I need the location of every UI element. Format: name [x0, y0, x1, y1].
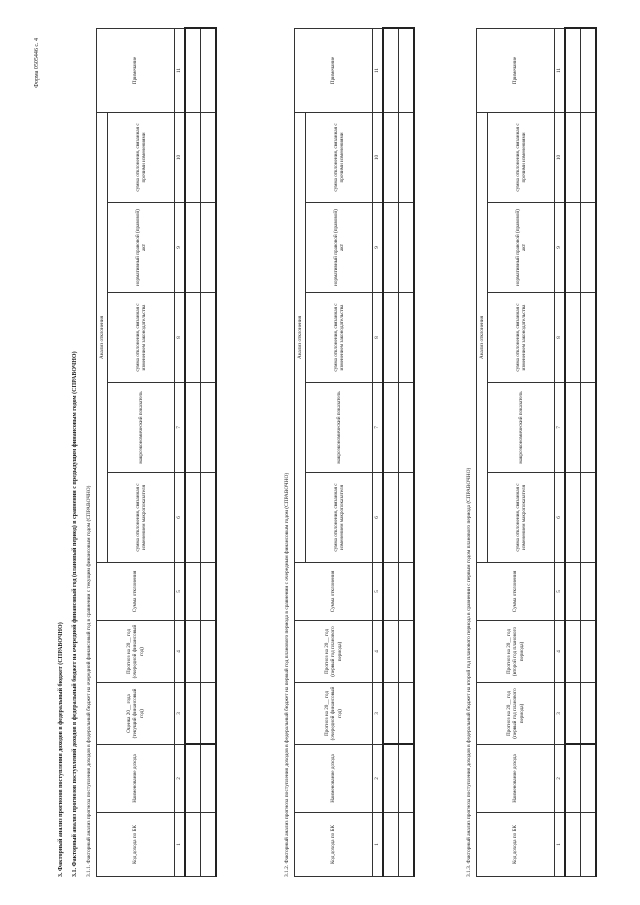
table-cell[interactable]	[185, 28, 201, 112]
column-number: 8	[555, 293, 566, 383]
column-number: 11	[373, 28, 384, 112]
column-number: 1	[555, 813, 566, 877]
header-forecast-first-plan: Прогноз на 20__ год (первый год планового периода)	[477, 683, 555, 745]
table-cell[interactable]	[185, 563, 201, 621]
table-cell[interactable]	[581, 473, 597, 563]
table-cell[interactable]	[201, 293, 217, 383]
table-cell[interactable]	[383, 683, 399, 745]
table-cell[interactable]	[565, 473, 581, 563]
table-cell[interactable]	[565, 383, 581, 473]
table-cell[interactable]	[565, 683, 581, 745]
table-cell[interactable]	[201, 473, 217, 563]
header-deviation-analysis: Анализ отклонения	[477, 112, 488, 562]
table-cell[interactable]	[581, 203, 597, 293]
column-number: 3	[175, 683, 186, 745]
column-number: 4	[175, 621, 186, 683]
analysis-table-3-1-1	[96, 27, 217, 877]
table-cell[interactable]	[565, 28, 581, 112]
column-number: 4	[373, 621, 384, 683]
table-cell[interactable]	[185, 683, 201, 745]
column-number: 9	[373, 203, 384, 293]
column-number: 1	[373, 813, 384, 877]
table-cell[interactable]	[399, 203, 415, 293]
table-cell[interactable]	[201, 383, 217, 473]
column-number: 5	[373, 563, 384, 621]
table-cell[interactable]	[201, 563, 217, 621]
header-macro-deviation: сумма отклонения, связанная с изменением макропоказателя	[306, 473, 373, 563]
header-forecast-next: Прогноз на 20__ год (первый год планового периода)	[295, 621, 373, 683]
table-cell[interactable]	[399, 293, 415, 383]
table-caption-3-1-1: 3.1.1. Факторный анализ прогноза поступления доходов в федеральный бюджет на очередной финансовый год в сравнении с текущим финансовым годом (СПРАВОЧНО)	[86, 485, 92, 877]
column-number: 9	[175, 203, 186, 293]
column-number: 7	[555, 383, 566, 473]
column-number: 7	[373, 383, 384, 473]
table-cell[interactable]	[201, 745, 217, 813]
table-cell[interactable]	[383, 813, 399, 877]
table-cell[interactable]	[399, 473, 415, 563]
table-cell[interactable]	[565, 563, 581, 621]
table-cell[interactable]	[383, 473, 399, 563]
section-title: 3. Факторный анализ прогнозов поступления доходов в федеральный бюджет (СПРАВОЧНО)	[58, 622, 64, 877]
table-cell[interactable]	[399, 813, 415, 877]
header-deviation-sum: Сумма отклонения	[97, 563, 175, 621]
header-other-deviation: сумма отклонения, связанная с прочими изменениями	[488, 112, 555, 202]
column-number: 3	[373, 683, 384, 745]
header-other-deviation: сумма отклонения, связанная с прочими изменениями	[306, 112, 373, 202]
table-cell[interactable]	[185, 203, 201, 293]
table-cell[interactable]	[581, 813, 597, 877]
table-caption-3-1-2: 3.1.2. Факторный анализ прогноза поступления доходов в федеральный бюджет на первый год планового периода в сравнении с очередным финансовым годом (СПРАВОЧНО)	[284, 472, 290, 877]
header-legal-act: нормативный правовой (правовой) акт	[488, 203, 555, 293]
column-number: 4	[555, 621, 566, 683]
table-cell[interactable]	[383, 293, 399, 383]
column-number: 8	[373, 293, 384, 383]
column-number: 1	[175, 813, 186, 877]
table-row	[399, 28, 415, 876]
header-macro-deviation: сумма отклонения, связанная с изменением макропоказателя	[108, 473, 175, 563]
table-cell[interactable]	[383, 621, 399, 683]
column-number: 11	[175, 28, 186, 112]
header-law-deviation: сумма отклонения, связанная с изменением законодательства	[306, 293, 373, 383]
column-number: 6	[373, 473, 384, 563]
header-legal-act: нормативный правовой (правовой) акт	[306, 203, 373, 293]
table-cell[interactable]	[201, 813, 217, 877]
table-cell[interactable]	[185, 621, 201, 683]
header-note: Примечание	[477, 28, 555, 112]
table-cell[interactable]	[399, 683, 415, 745]
header-deviation-analysis: Анализ отклонения	[97, 112, 108, 562]
table-cell[interactable]	[383, 203, 399, 293]
column-number: 5	[175, 563, 186, 621]
table-cell[interactable]	[581, 383, 597, 473]
header-income-name: Наименование дохода	[97, 745, 175, 813]
table-cell[interactable]	[565, 293, 581, 383]
table-cell[interactable]	[383, 28, 399, 112]
table-cell[interactable]	[185, 473, 201, 563]
header-other-deviation: сумма отклонения, связанная с прочими изменениями	[108, 112, 175, 202]
table-cell[interactable]	[565, 813, 581, 877]
table-cell[interactable]	[581, 621, 597, 683]
column-number: 5	[555, 563, 566, 621]
column-number: 6	[175, 473, 186, 563]
table-cell[interactable]	[201, 28, 217, 112]
table-cell[interactable]	[201, 683, 217, 745]
table-cell[interactable]	[201, 621, 217, 683]
header-income-name: Наименование дохода	[295, 745, 373, 813]
header-income-code: Код дохода по БК	[295, 813, 373, 877]
column-number: 10	[373, 112, 384, 202]
header-macro-deviation: сумма отклонения, связанная с изменением макропоказателя	[488, 473, 555, 563]
table-row	[581, 28, 597, 876]
table-cell[interactable]	[383, 563, 399, 621]
table-cell[interactable]	[581, 112, 597, 202]
header-income-name: Наименование дохода	[477, 745, 555, 813]
section-subtitle: 3.1. Факторный анализ прогнозов поступлений доходов в федеральный бюджет на очередной финансовый год (плановый период) в сравнении с предыдущим финансовым годом (СПРАВОЧНО)	[72, 351, 78, 877]
column-number: 2	[373, 745, 384, 813]
table-cell[interactable]	[399, 745, 415, 813]
header-note: Примечание	[97, 28, 175, 112]
header-note: Примечание	[295, 28, 373, 112]
header-macro-indicator: макроэкономический показатель	[108, 383, 175, 473]
table-cell[interactable]	[581, 683, 597, 745]
table-cell[interactable]	[185, 383, 201, 473]
header-income-code: Код дохода по БК	[477, 813, 555, 877]
table-caption-3-1-3: 3.1.3. Факторный анализ прогноза поступления доходов в федеральный бюджет на второй год планового периода в сравнении с первым годом планового периода (СПРАВОЧНО)	[466, 467, 472, 877]
table-cell[interactable]	[383, 745, 399, 813]
column-number: 2	[555, 745, 566, 813]
table-cell[interactable]	[383, 383, 399, 473]
table-cell[interactable]	[399, 563, 415, 621]
table-cell[interactable]	[185, 112, 201, 202]
table-row	[383, 28, 399, 876]
table-cell[interactable]	[201, 203, 217, 293]
table-cell[interactable]	[399, 28, 415, 112]
table-row	[565, 28, 581, 876]
table-cell[interactable]	[399, 383, 415, 473]
table-cell[interactable]	[201, 112, 217, 202]
analysis-table-3-1-2	[294, 27, 415, 877]
table-cell[interactable]	[565, 621, 581, 683]
table-cell[interactable]	[565, 745, 581, 813]
form-code: Форма 0505446 с. 4	[34, 38, 40, 88]
column-number: 3	[555, 683, 566, 745]
table-cell[interactable]	[383, 112, 399, 202]
header-income-code: Код дохода по БК	[97, 813, 175, 877]
header-deviation-sum: Сумма отклонения	[295, 563, 373, 621]
table-cell[interactable]	[185, 745, 201, 813]
table-cell[interactable]	[565, 203, 581, 293]
header-macro-indicator: макроэкономический показатель	[306, 383, 373, 473]
column-number: 10	[555, 112, 566, 202]
table-cell[interactable]	[185, 293, 201, 383]
column-number: 11	[555, 28, 566, 112]
table-cell[interactable]	[581, 563, 597, 621]
header-deviation-analysis: Анализ отклонения	[295, 112, 306, 562]
column-number: 6	[555, 473, 566, 563]
header-forecast-current: Прогноз на 20__ год (очередной финансовый год)	[295, 683, 373, 745]
header-forecast: Прогноз на 20__ год (очередной финансовый год)	[97, 621, 175, 683]
analysis-table-3-1-3	[476, 27, 597, 877]
header-macro-indicator: макроэкономический показатель	[488, 383, 555, 473]
column-number: 9	[555, 203, 566, 293]
header-legal-act: нормативный правовой (правовой) акт	[108, 203, 175, 293]
table-cell[interactable]	[399, 112, 415, 202]
header-estimate: Оценка 20__ года (текущий финансовый год)	[97, 683, 175, 745]
table-cell[interactable]	[565, 112, 581, 202]
header-law-deviation: сумма отклонения, связанная с изменением законодательства	[108, 293, 175, 383]
table-cell[interactable]	[185, 813, 201, 877]
column-number: 10	[175, 112, 186, 202]
column-number: 8	[175, 293, 186, 383]
table-cell[interactable]	[581, 28, 597, 112]
table-row	[201, 28, 217, 876]
column-number: 7	[175, 383, 186, 473]
table-cell[interactable]	[581, 293, 597, 383]
header-law-deviation: сумма отклонения, связанная с изменением законодательства	[488, 293, 555, 383]
table-cell[interactable]	[399, 621, 415, 683]
table-row	[185, 28, 201, 876]
header-forecast-second-plan: Прогноз на 20__ год (второй год планового периода)	[477, 621, 555, 683]
table-cell[interactable]	[581, 745, 597, 813]
column-number: 2	[175, 745, 186, 813]
header-deviation-sum: Сумма отклонения	[477, 563, 555, 621]
